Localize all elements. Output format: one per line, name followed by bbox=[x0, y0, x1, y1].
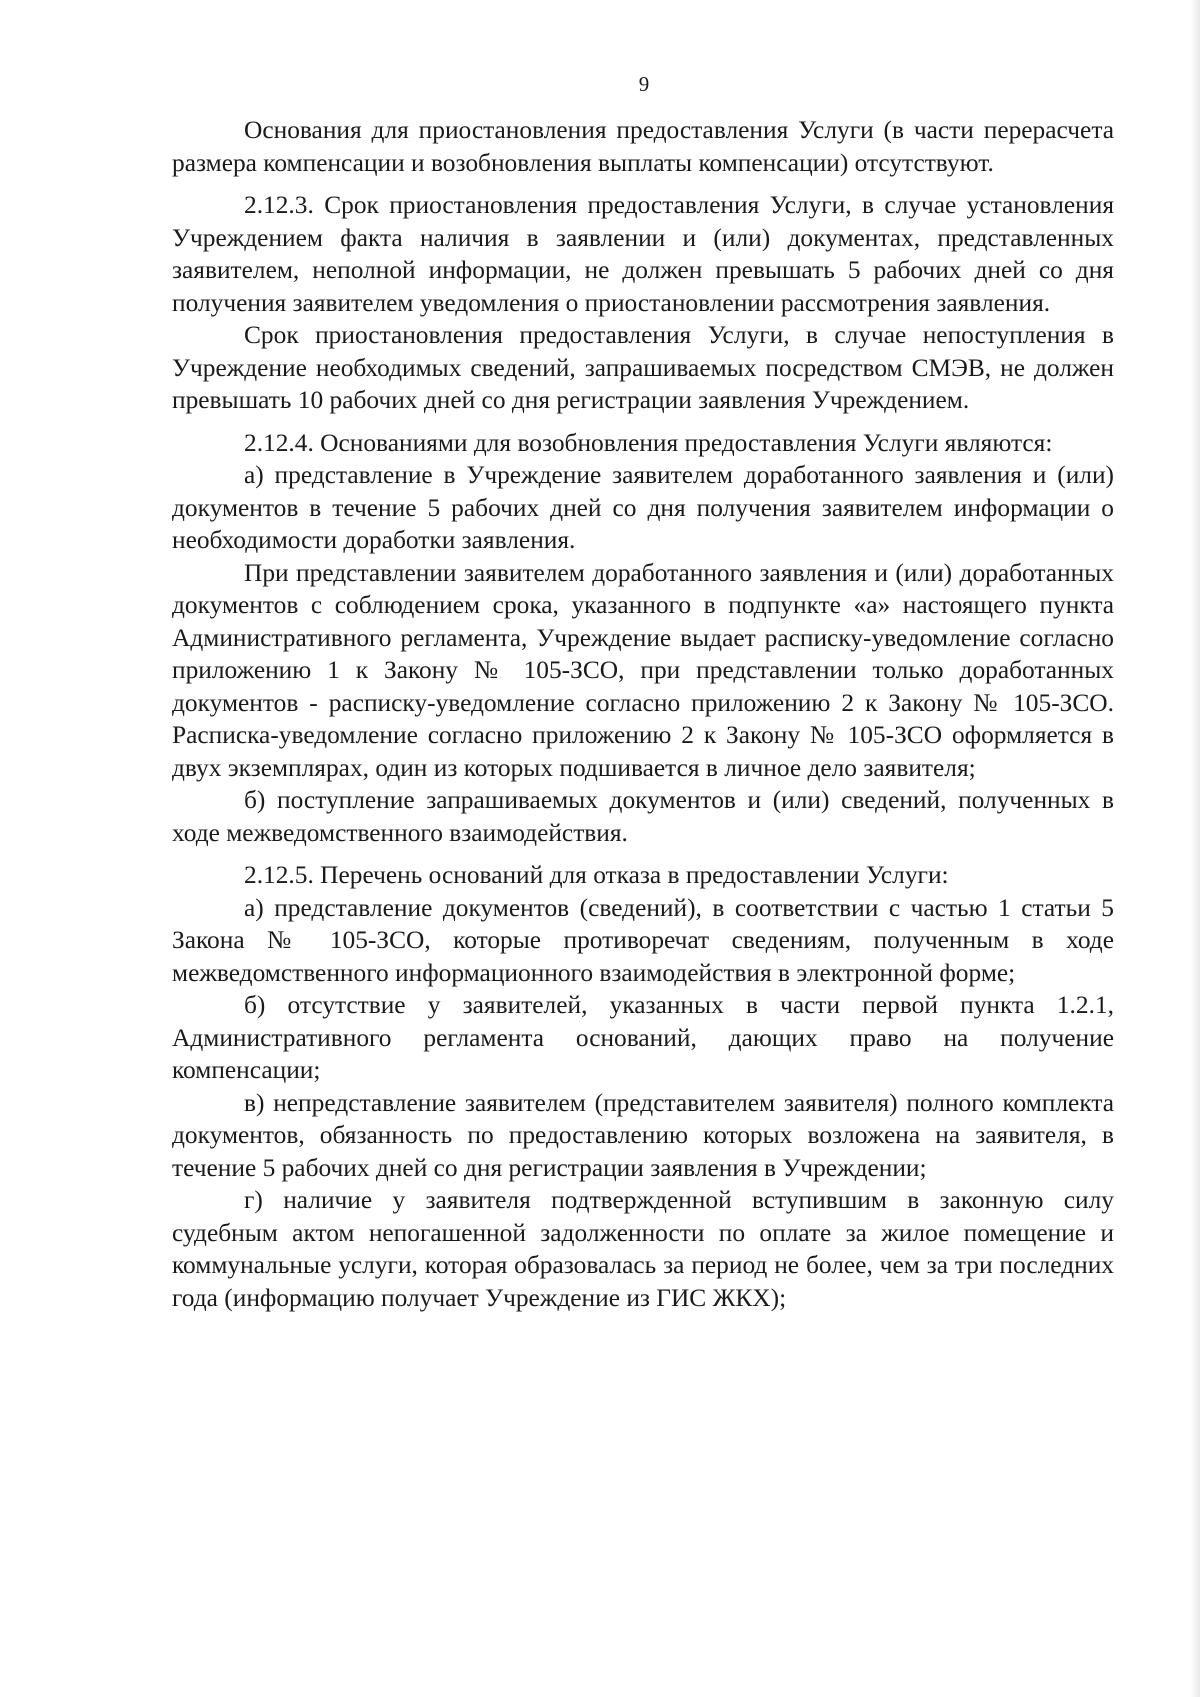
list-item-2-12-5-v: в) непредставление заявителем (представителем заявителя) полного комплекта документов, обязанность по предоставлению которых возложена на заявителя, в течение 5 рабочих дней со дня регистрации заявления в Учреждении; bbox=[172, 1088, 1114, 1182]
list-item-2-12-4-b: б) поступление запрашиваемых документов и (или) сведений, полученных в ходе межведомственного взаимодействия. bbox=[172, 786, 1114, 847]
document-body bbox=[172, 114, 1114, 1314]
paragraph-suspension-grounds-absent: Основания для приостановления предоставления Услуги (в части перерасчета размера компенсации и возобновления выплаты компенсации) отсутствуют. bbox=[172, 116, 1114, 177]
paragraph-2-12-4: 2.12.4. Основаниями для возобновления предоставления Услуги являются: bbox=[244, 428, 1053, 457]
page-number: 9 bbox=[638, 72, 650, 96]
paragraph-2-12-3: 2.12.3. Срок приостановления предоставления Услуги, в случае установления Учреждением факта наличия в заявлении и (или) документах, представленных заявителем, неполной информации, не должен превышать 5 рабочих дней со дня получения заявителем уведомления о приостановлении рассмотрения заявления. bbox=[172, 191, 1114, 317]
page-edge bbox=[1190, 0, 1200, 1697]
paragraph-2-12-5: 2.12.5. Перечень оснований для отказа в предоставлении Услуги: bbox=[244, 861, 949, 889]
list-item-2-12-5-a: а) представление документов (сведений), в соответствии с частью 1 статьи 5 Закона № 105-ЗСО, которые противоречат сведениям, полученным в ходе межведомственного информационного взаимодействия в электронной форме; bbox=[172, 893, 1114, 987]
list-item-2-12-4-a: а) представление в Учреждение заявителем доработанного заявления и (или) документов в течение 5 рабочих дней со дня получения заявителем информации о необходимости доработки заявления. bbox=[172, 461, 1114, 554]
list-item-2-12-5-b: б) отсутствие у заявителей, указанных в части первой пункта 1.2.1, Административного регламента оснований, дающих право на получение компенсации; bbox=[172, 991, 1114, 1084]
list-item-2-12-5-g: г) наличие у заявителя подтвержденной вступившим в законную силу судебным актом непогашенной задолженности по оплате за жилое помещение и коммунальные услуги, которая образовалась за период не более, чем за три последних года (информацию получает Учреждение из ГИС ЖКХ); bbox=[172, 1186, 1114, 1312]
paragraph-receipt-notification: При представлении заявителем доработанного заявления и (или) доработанных документов с соблюдением срока, указанного в подпункте «а» настоящего пункта Административного регламента, Учреждение выдает расписку-уведомление согласно приложению 1 к Закону № 105-ЗСО, при представлении только доработанных документов - расписку-уведомление согласно приложению 2 к Закону № 105-ЗСО. Расписка-уведомление согласно приложению 2 к Закону № 105-ЗСО оформляется в двух экземплярах, один из которых подшивается в личное дело заявителя; bbox=[172, 558, 1114, 782]
paragraph-suspension-term-smev: Срок приостановления предоставления Услуги, в случае непоступления в Учреждение необходимых сведений, запрашиваемых посредством СМЭВ, не должен превышать 10 рабочих дней со дня регистрации заявления Учреждением. bbox=[172, 321, 1114, 414]
